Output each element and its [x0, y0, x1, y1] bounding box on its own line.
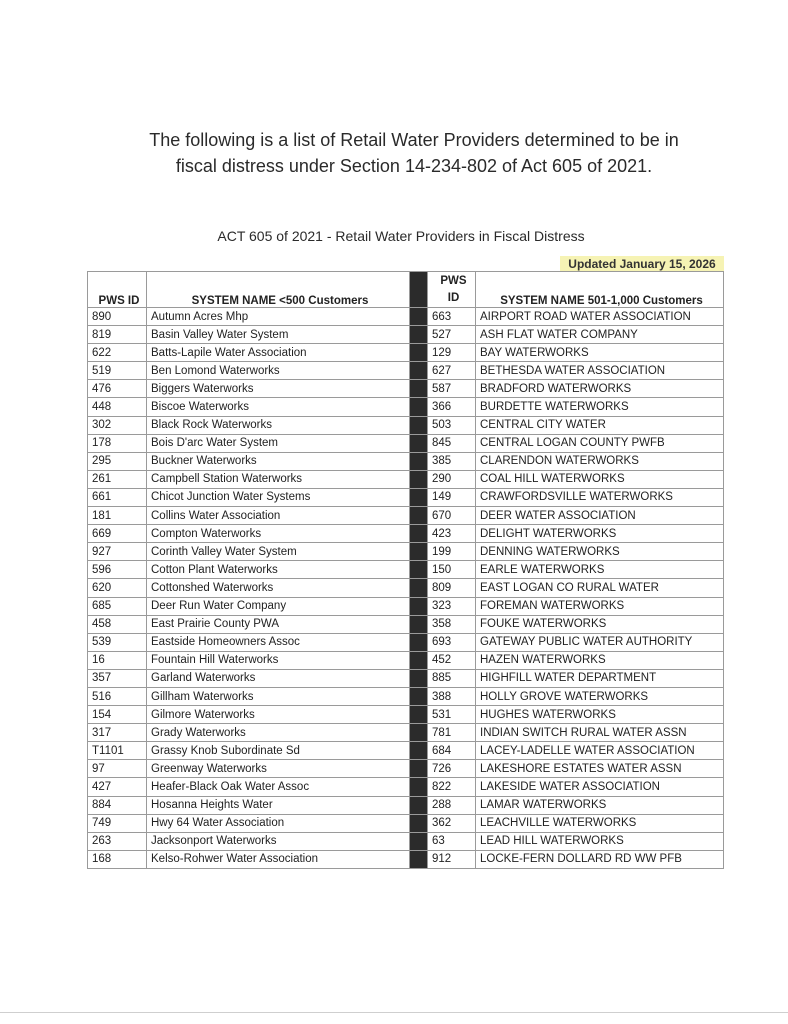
- system-name-cell-2: HOLLY GROVE WATERWORKS: [476, 687, 724, 705]
- system-name-cell-2: ASH FLAT WATER COMPANY: [476, 326, 724, 344]
- column-separator: [410, 507, 428, 525]
- system-name-cell: Campbell Station Waterworks: [147, 470, 410, 488]
- system-name-cell: Black Rock Waterworks: [147, 416, 410, 434]
- pws-id-cell: 427: [88, 778, 147, 796]
- pws-id-cell: 263: [88, 832, 147, 850]
- column-separator: [410, 778, 428, 796]
- table-row: [88, 633, 724, 651]
- table-row: [88, 778, 724, 796]
- system-name-cell: Deer Run Water Company: [147, 597, 410, 615]
- header-pws-id: PWS ID: [88, 272, 147, 308]
- column-separator: [410, 706, 428, 724]
- column-separator: [410, 326, 428, 344]
- pws-id-cell: 476: [88, 380, 147, 398]
- system-name-cell: Greenway Waterworks: [147, 760, 410, 778]
- pws-id-cell: 458: [88, 615, 147, 633]
- pws-id-cell: 890: [88, 308, 147, 326]
- table-row: [88, 488, 724, 506]
- column-separator: [410, 470, 428, 488]
- pws-id-cell-2: 290: [428, 470, 476, 488]
- table-row: [88, 850, 724, 868]
- column-separator: [410, 398, 428, 416]
- intro-line-2: fiscal distress under Section 14-234-802 of Act 605 of 2021.: [175, 156, 653, 176]
- column-separator: [410, 579, 428, 597]
- system-name-cell: Buckner Waterworks: [147, 452, 410, 470]
- system-name-cell-2: CRAWFORDSVILLE WATERWORKS: [476, 488, 724, 506]
- pws-id-cell-2: 531: [428, 706, 476, 724]
- system-name-cell: Biscoe Waterworks: [147, 398, 410, 416]
- pws-id-cell: 819: [88, 326, 147, 344]
- system-name-cell: Cotton Plant Waterworks: [147, 561, 410, 579]
- column-separator: [410, 615, 428, 633]
- system-name-cell: Heafer-Black Oak Water Assoc: [147, 778, 410, 796]
- intro-line-1: The following is a list of Retail Water Providers determined to be in: [149, 130, 679, 150]
- system-name-cell-2: LOCKE-FERN DOLLARD RD WW PFB: [476, 850, 724, 868]
- pws-id-cell: 295: [88, 452, 147, 470]
- pws-id-cell: 884: [88, 796, 147, 814]
- column-separator: [410, 525, 428, 543]
- table-row: [88, 669, 724, 687]
- table-row: [88, 651, 724, 669]
- table-body: [88, 308, 724, 869]
- pws-id-cell-2: 63: [428, 832, 476, 850]
- pws-id-cell: 357: [88, 669, 147, 687]
- column-separator: [410, 651, 428, 669]
- table-row: [88, 814, 724, 832]
- system-name-cell: East Prairie County PWA: [147, 615, 410, 633]
- table-row: [88, 687, 724, 705]
- pws-id-cell: 927: [88, 543, 147, 561]
- table-row: [88, 724, 724, 742]
- system-name-cell-2: EARLE WATERWORKS: [476, 561, 724, 579]
- pws-id-cell-2: 366: [428, 398, 476, 416]
- system-name-cell-2: EAST LOGAN CO RURAL WATER: [476, 579, 724, 597]
- column-separator: [410, 434, 428, 452]
- column-separator: [410, 272, 428, 308]
- system-name-cell-2: LACEY-LADELLE WATER ASSOCIATION: [476, 742, 724, 760]
- column-separator: [410, 724, 428, 742]
- pws-id-cell-2: 323: [428, 597, 476, 615]
- header-pws-line-1: PWS: [440, 275, 467, 287]
- pws-id-cell-2: 503: [428, 416, 476, 434]
- column-separator: [410, 742, 428, 760]
- table-row: [88, 470, 724, 488]
- pws-id-cell: 516: [88, 687, 147, 705]
- table-header-row: [88, 272, 724, 308]
- table-row: [88, 452, 724, 470]
- column-separator: [410, 543, 428, 561]
- table-row: [88, 525, 724, 543]
- column-separator: [410, 561, 428, 579]
- system-name-cell: Fountain Hill Waterworks: [147, 651, 410, 669]
- table-row: [88, 760, 724, 778]
- column-separator: [410, 687, 428, 705]
- table-row: [88, 380, 724, 398]
- system-name-cell-2: BETHESDA WATER ASSOCIATION: [476, 362, 724, 380]
- pws-id-cell-2: 912: [428, 850, 476, 868]
- pws-id-cell: 178: [88, 434, 147, 452]
- pws-id-cell-2: 693: [428, 633, 476, 651]
- system-name-cell: Corinth Valley Water System: [147, 543, 410, 561]
- system-name-cell-2: BRADFORD WATERWORKS: [476, 380, 724, 398]
- pws-id-cell-2: 627: [428, 362, 476, 380]
- system-name-cell-2: FOREMAN WATERWORKS: [476, 597, 724, 615]
- table-row: [88, 832, 724, 850]
- system-name-cell-2: HAZEN WATERWORKS: [476, 651, 724, 669]
- pws-id-cell-2: 199: [428, 543, 476, 561]
- system-name-cell: Hosanna Heights Water: [147, 796, 410, 814]
- pws-id-cell-2: 684: [428, 742, 476, 760]
- system-name-cell: Kelso-Rohwer Water Association: [147, 850, 410, 868]
- column-separator: [410, 308, 428, 326]
- table-row: [88, 308, 724, 326]
- system-name-cell: Ben Lomond Waterworks: [147, 362, 410, 380]
- system-name-cell-2: DEER WATER ASSOCIATION: [476, 507, 724, 525]
- pws-id-cell-2: 527: [428, 326, 476, 344]
- pws-id-cell: 669: [88, 525, 147, 543]
- pws-id-cell: 448: [88, 398, 147, 416]
- system-name-cell: Autumn Acres Mhp: [147, 308, 410, 326]
- pws-id-cell: 168: [88, 850, 147, 868]
- system-name-cell: Bois D'arc Water System: [147, 434, 410, 452]
- pws-id-cell: 302: [88, 416, 147, 434]
- pws-id-cell-2: 452: [428, 651, 476, 669]
- header-system-name-small: SYSTEM NAME <500 Customers: [147, 272, 410, 308]
- pws-id-cell: 539: [88, 633, 147, 651]
- pws-id-cell-2: 288: [428, 796, 476, 814]
- system-name-cell-2: DENNING WATERWORKS: [476, 543, 724, 561]
- table-row: [88, 362, 724, 380]
- pws-id-cell: 261: [88, 470, 147, 488]
- pws-id-cell-2: 670: [428, 507, 476, 525]
- column-separator: [410, 850, 428, 868]
- header-pws-line-2: ID: [447, 292, 460, 304]
- table-row: [88, 742, 724, 760]
- system-name-cell-2: CENTRAL CITY WATER: [476, 416, 724, 434]
- pws-id-cell-2: 358: [428, 615, 476, 633]
- table-row: [88, 507, 724, 525]
- table-row: [88, 416, 724, 434]
- table-row: [88, 597, 724, 615]
- system-name-cell: Gillham Waterworks: [147, 687, 410, 705]
- system-name-cell-2: BAY WATERWORKS: [476, 344, 724, 362]
- table-row: [88, 706, 724, 724]
- water-providers-table: [87, 271, 724, 869]
- system-name-cell-2: BURDETTE WATERWORKS: [476, 398, 724, 416]
- system-name-cell: Eastside Homeowners Assoc: [147, 633, 410, 651]
- table-row: [88, 344, 724, 362]
- pws-id-cell-2: 150: [428, 561, 476, 579]
- pws-id-cell: 16: [88, 651, 147, 669]
- intro-statement: [0, 127, 788, 179]
- table-row: [88, 579, 724, 597]
- system-name-cell: Garland Waterworks: [147, 669, 410, 687]
- table-row: [88, 434, 724, 452]
- system-name-cell: Grassy Knob Subordinate Sd: [147, 742, 410, 760]
- pws-id-cell: 749: [88, 814, 147, 832]
- system-name-cell-2: GATEWAY PUBLIC WATER AUTHORITY: [476, 633, 724, 651]
- pws-id-cell: 596: [88, 561, 147, 579]
- system-name-cell-2: LEACHVILLE WATERWORKS: [476, 814, 724, 832]
- system-name-cell-2: LAKESHORE ESTATES WATER ASSN: [476, 760, 724, 778]
- system-name-cell: Cottonshed Waterworks: [147, 579, 410, 597]
- pws-id-cell-2: 362: [428, 814, 476, 832]
- column-separator: [410, 452, 428, 470]
- system-name-cell-2: HUGHES WATERWORKS: [476, 706, 724, 724]
- pws-id-cell: 181: [88, 507, 147, 525]
- system-name-cell-2: LAKESIDE WATER ASSOCIATION: [476, 778, 724, 796]
- system-name-cell-2: HIGHFILL WATER DEPARTMENT: [476, 669, 724, 687]
- pws-id-cell-2: 423: [428, 525, 476, 543]
- pws-id-cell-2: 149: [428, 488, 476, 506]
- pws-id-cell-2: 845: [428, 434, 476, 452]
- system-name-cell-2: INDIAN SWITCH RURAL WATER ASSN: [476, 724, 724, 742]
- system-name-cell-2: LEAD HILL WATERWORKS: [476, 832, 724, 850]
- system-name-cell-2: COAL HILL WATERWORKS: [476, 470, 724, 488]
- table-row: [88, 326, 724, 344]
- pws-id-cell-2: 822: [428, 778, 476, 796]
- header-pws-id-2: [428, 272, 476, 308]
- column-separator: [410, 669, 428, 687]
- pws-id-cell: 622: [88, 344, 147, 362]
- pws-id-cell: 685: [88, 597, 147, 615]
- system-name-cell-2: CLARENDON WATERWORKS: [476, 452, 724, 470]
- system-name-cell: Hwy 64 Water Association: [147, 814, 410, 832]
- system-name-cell-2: CENTRAL LOGAN COUNTY PWFB: [476, 434, 724, 452]
- pws-id-cell-2: 885: [428, 669, 476, 687]
- pws-id-cell: 620: [88, 579, 147, 597]
- column-separator: [410, 633, 428, 651]
- pws-id-cell-2: 781: [428, 724, 476, 742]
- column-separator: [410, 832, 428, 850]
- table-row: [88, 398, 724, 416]
- column-separator: [410, 416, 428, 434]
- system-name-cell: Gilmore Waterworks: [147, 706, 410, 724]
- pws-id-cell: 661: [88, 488, 147, 506]
- column-separator: [410, 362, 428, 380]
- column-separator: [410, 488, 428, 506]
- system-name-cell: Chicot Junction Water Systems: [147, 488, 410, 506]
- column-separator: [410, 344, 428, 362]
- pws-id-cell: T1101: [88, 742, 147, 760]
- system-name-cell-2: AIRPORT ROAD WATER ASSOCIATION: [476, 308, 724, 326]
- header-system-name-large: SYSTEM NAME 501-1,000 Customers: [476, 272, 724, 308]
- pws-id-cell-2: 726: [428, 760, 476, 778]
- column-separator: [410, 814, 428, 832]
- page-bottom-rule: [0, 1012, 788, 1013]
- table-row: [88, 615, 724, 633]
- table-title: ACT 605 of 2021 - Retail Water Providers in Fiscal Distress: [217, 228, 585, 244]
- system-name-cell-2: DELIGHT WATERWORKS: [476, 525, 724, 543]
- pws-id-cell-2: 129: [428, 344, 476, 362]
- pws-id-cell-2: 663: [428, 308, 476, 326]
- table-row: [88, 543, 724, 561]
- system-name-cell: Grady Waterworks: [147, 724, 410, 742]
- column-separator: [410, 796, 428, 814]
- system-name-cell: Biggers Waterworks: [147, 380, 410, 398]
- pws-id-cell: 317: [88, 724, 147, 742]
- column-separator: [410, 380, 428, 398]
- system-name-cell: Batts-Lapile Water Association: [147, 344, 410, 362]
- pws-id-cell-2: 587: [428, 380, 476, 398]
- column-separator: [410, 760, 428, 778]
- system-name-cell: Basin Valley Water System: [147, 326, 410, 344]
- column-separator: [410, 597, 428, 615]
- system-name-cell-2: FOUKE WATERWORKS: [476, 615, 724, 633]
- pws-id-cell: 519: [88, 362, 147, 380]
- pws-id-cell-2: 809: [428, 579, 476, 597]
- table-row: [88, 796, 724, 814]
- system-name-cell-2: LAMAR WATERWORKS: [476, 796, 724, 814]
- pws-id-cell-2: 388: [428, 687, 476, 705]
- system-name-cell: Jacksonport Waterworks: [147, 832, 410, 850]
- table-row: [88, 561, 724, 579]
- pws-id-cell: 154: [88, 706, 147, 724]
- updated-date-badge: Updated January 15, 2026: [560, 256, 724, 272]
- system-name-cell: Collins Water Association: [147, 507, 410, 525]
- pws-id-cell: 97: [88, 760, 147, 778]
- system-name-cell: Compton Waterworks: [147, 525, 410, 543]
- pws-id-cell-2: 385: [428, 452, 476, 470]
